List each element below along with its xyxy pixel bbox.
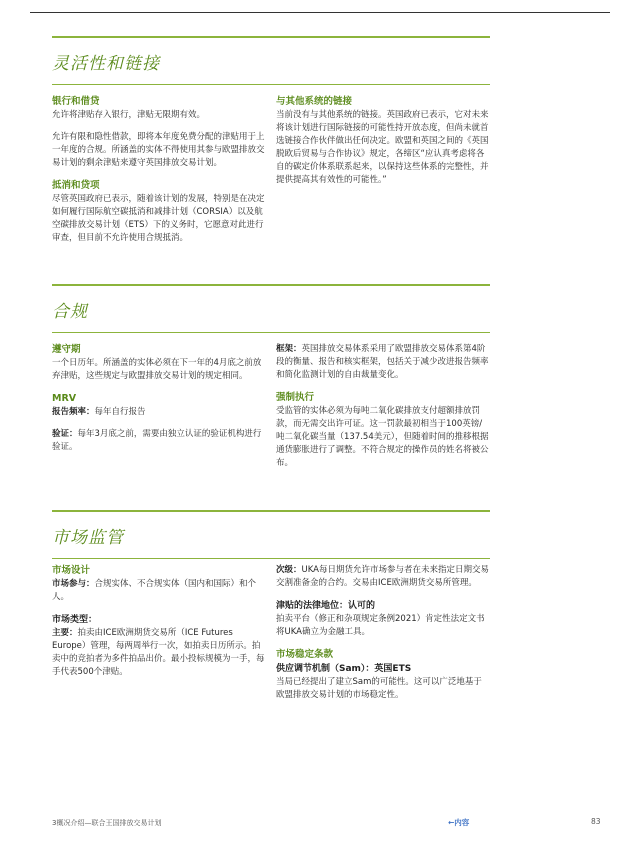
participants-text <box>52 578 266 604</box>
offsets-text: 尽管英国政府已表示，随着该计划的发展，特别是在决定如何履行国际航空碳抵消和减排计划（CORSIA）以及航空碳排放交易计划（ETS）下的义务时，它愿意对此进行审查，但目前不允许使用合规抵消。 <box>52 194 265 243</box>
secondary-body: UKA每日期货允许市场参与者在未来指定日期交易交割准备金的合约。交易由ICE欧洲期货交易所管理。 <box>276 565 489 588</box>
secondary-text <box>276 564 490 590</box>
offsets-heading: 抵消和贷项 <box>52 180 100 191</box>
legal-text: 拍卖平台（修正和杂项规定条例2021）肯定性法定文书将UKA确立为金融工具。 <box>276 614 485 637</box>
section-title: 市场监管 <box>52 528 124 548</box>
page-number: 83 <box>591 817 601 826</box>
stability-heading: 市场稳定条款 <box>276 649 334 660</box>
mrv-verification-label: 验证： <box>52 429 78 439</box>
section-underline <box>52 84 490 85</box>
enforcement-text: 受监管的实体必须为每吨二氧化碳排放支付超额排放罚款，而无需交出许可证。这一罚款最初相当于100英镑/吨二氧化碳当量（137.54美元），但随着时间的推移根据通货膨胀进行了调整。不符合规定的操作员的姓名将被公布。 <box>276 406 489 468</box>
framework-body: 英国排放交易体系采用了欧盟排放交易体系第4阶段的衡量、报告和核实框架，包括关于减少改进报告频率和简化监测计划的自由裁量变化。 <box>276 344 489 380</box>
mrv-frequency-text: 每年自行报告 <box>94 407 146 417</box>
stability-text: 当局已经提出了建立Sam的可能性。这可以广泛地基于欧盟排放交易计划的市场稳定性。 <box>276 677 482 700</box>
section-compliance <box>52 284 490 333</box>
section-underline <box>52 558 490 559</box>
footer-title: 3概况介绍—联合王国排放交易计划 <box>52 819 162 827</box>
section-market <box>52 510 490 559</box>
banking-block <box>52 95 266 245</box>
market-type-heading: 市场类型： <box>52 615 98 625</box>
mrv-heading: MRV <box>52 393 77 404</box>
framework-label: 框架： <box>276 344 302 354</box>
contents-link[interactable]: ←内容 <box>448 818 470 827</box>
compliance-left-block <box>52 343 266 454</box>
section-rule <box>52 36 490 38</box>
section-title: 合规 <box>52 302 88 322</box>
linking-block <box>276 95 490 187</box>
period-text: 一个日历年。所涵盖的实体必须在下一年的4月底之前放弃津贴，这些规定与欧盟排放交易计划的规定相同。 <box>52 358 262 381</box>
mrv-verification-text: 每年3月底之前，需要由独立认证的验证机构进行验证。 <box>52 429 262 452</box>
market-left-block <box>52 564 266 679</box>
design-heading: 市场设计 <box>52 565 91 576</box>
banking-text-2: 允许有限和隐性借款，即将本年度免费分配的津贴用于上一年度的合规。所涵盖的实体不得使用其参与欧盟排放交易计划的剩余津贴来遵守英国排放交易计划。 <box>52 132 265 168</box>
primary-text <box>52 627 266 679</box>
participants-body: 合规实体、不合规实体（国内和国际）和个人。 <box>52 579 257 602</box>
linking-heading: 与其他系统的链接 <box>276 96 353 107</box>
enforcement-heading: 强制执行 <box>276 392 315 403</box>
section-rule <box>52 510 490 512</box>
stability-subheading: 供应调节机制（Sam）：英国ETS <box>276 664 412 674</box>
mrv-verification <box>52 428 266 454</box>
linking-text: 当前没有与其他系统的链接。英国政府已表示，它对未来将该计划进行国际链接的可能性持开放态度，但尚未就首选链接合作伙伴做出任何决定。欧盟和英国之间的《英国脱欧后贸易与合作协议》规定，各缔区“应认真考虑将各自的碳定价体系联系起来，以保持这些体系的完整性，并提供提高其有效性的可能性。” <box>276 110 489 185</box>
framework-text <box>276 343 490 382</box>
primary-body: 拍卖由ICE欧洲期货交易所（ICE Futures Europe）管理，每两周举行一次，如拍卖日历所示。拍卖中的竞拍者为多件拍品出价。最小投标规模为一手，每手代表500个津贴。 <box>52 628 265 677</box>
participants-label: 市场参与： <box>52 579 95 589</box>
mrv-frequency-label: 报告频率： <box>52 407 95 417</box>
legal-heading: 津贴的法律地位：认可的 <box>276 601 376 611</box>
market-right-block <box>276 564 490 702</box>
section-rule <box>52 284 490 286</box>
top-rule <box>30 12 610 13</box>
mrv-frequency <box>52 406 266 419</box>
banking-heading: 银行和借贷 <box>52 96 100 107</box>
compliance-right-block <box>276 343 490 470</box>
primary-label: 主要： <box>52 628 78 638</box>
section-title: 灵活性和链接 <box>52 54 160 74</box>
section-flexibility <box>52 36 490 85</box>
period-heading: 遵守期 <box>52 344 81 355</box>
section-underline <box>52 332 490 333</box>
secondary-label: 次级： <box>276 565 302 575</box>
banking-text-1: 允许将津贴存入银行，津贴无限期有效。 <box>52 110 206 120</box>
